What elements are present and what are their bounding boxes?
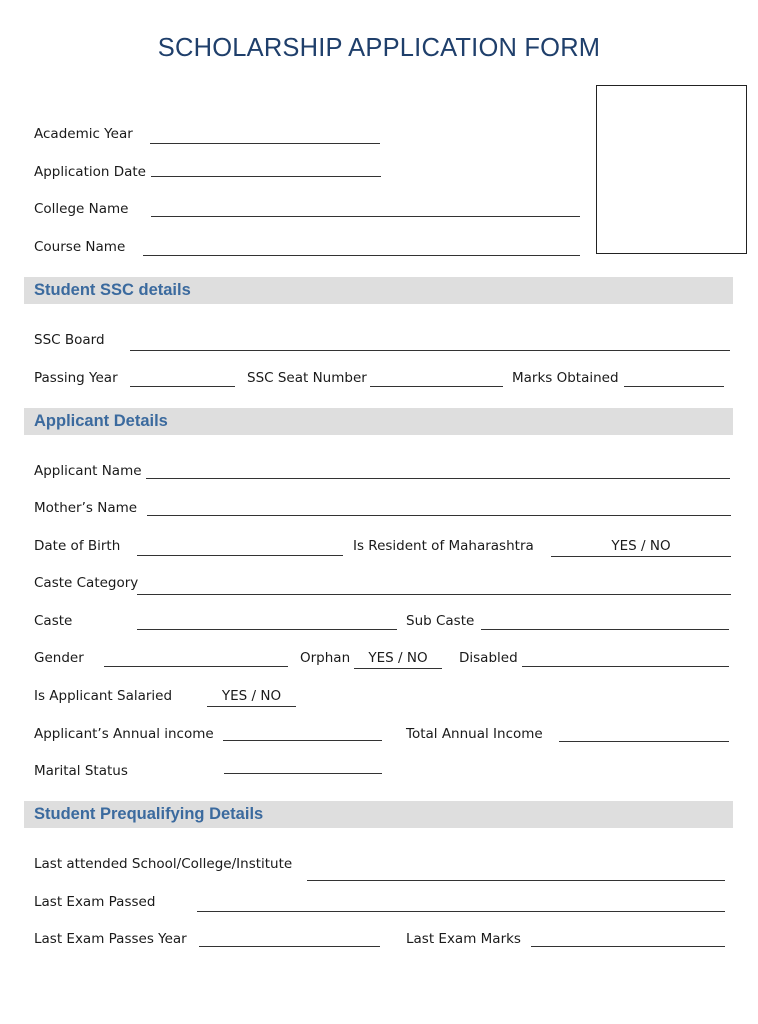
mother-name-field[interactable] [147,515,731,516]
orphan-label: Orphan [300,650,351,666]
dob-label: Date of Birth [34,538,121,554]
college-name-field[interactable] [151,216,580,217]
disabled-label: Disabled [459,650,518,666]
ssc-board-label: SSC Board [34,332,105,348]
annual-income-field[interactable] [223,740,382,741]
course-name-field[interactable] [143,255,580,256]
academic-year-label: Academic Year [34,126,133,142]
application-date-field[interactable] [151,176,381,177]
gender-label: Gender [34,650,84,666]
caste-field[interactable] [137,629,397,630]
college-name-label: College Name [34,201,129,217]
salaried-label: Is Applicant Salaried [34,688,173,704]
section-title-prequalifying: Student Prequalifying Details [34,805,264,823]
last-exam-year-label: Last Exam Passes Year [34,931,187,947]
caste-category-field[interactable] [137,594,731,595]
marks-obtained-label: Marks Obtained [512,370,619,386]
marital-status-label: Marital Status [34,763,128,779]
caste-label: Caste [34,613,73,629]
section-title-ssc: Student SSC details [34,281,191,299]
section-title-applicant: Applicant Details [34,412,168,430]
sub-caste-label: Sub Caste [406,613,475,629]
total-income-label: Total Annual Income [406,726,543,742]
orphan-yes-no-field[interactable]: YES / NO [354,650,442,669]
applicant-name-label: Applicant Name [34,463,142,479]
dob-field[interactable] [137,555,343,556]
ssc-seat-number-field[interactable] [370,386,503,387]
disabled-field[interactable] [522,666,729,667]
passing-year-field[interactable] [130,386,235,387]
section-header-ssc [24,277,733,304]
section-header-prequalifying [24,801,733,828]
mother-name-label: Mother’s Name [34,500,138,516]
application-date-label: Application Date [34,164,146,180]
last-institute-label: Last attended School/College/Institute [34,856,293,872]
applicant-name-field[interactable] [146,478,730,479]
marital-status-field[interactable] [224,773,382,774]
last-exam-marks-field[interactable] [531,946,725,947]
annual-income-label: Applicant’s Annual income [34,726,214,742]
section-header-applicant [24,408,733,435]
marks-obtained-field[interactable] [624,386,724,387]
form-title: SCHOLARSHIP APPLICATION FORM [157,34,601,62]
resident-yes-no-field[interactable]: YES / NO [551,538,731,557]
last-institute-field[interactable] [307,880,725,881]
salaried-yes-no-field[interactable]: YES / NO [207,688,296,707]
last-exam-field[interactable] [197,911,725,912]
ssc-seat-number-label: SSC Seat Number [247,370,367,386]
sub-caste-field[interactable] [481,629,729,630]
last-exam-label: Last Exam Passed [34,894,156,910]
academic-year-field[interactable] [150,143,380,144]
gender-field[interactable] [104,666,288,667]
last-exam-year-field[interactable] [199,946,380,947]
passing-year-label: Passing Year [34,370,118,386]
total-income-field[interactable] [559,741,729,742]
last-exam-marks-label: Last Exam Marks [406,931,521,947]
course-name-label: Course Name [34,239,126,255]
caste-category-label: Caste Category [34,575,139,591]
photo-box[interactable] [596,85,747,254]
ssc-board-field[interactable] [130,350,730,351]
resident-label: Is Resident of Maharashtra [353,538,534,554]
